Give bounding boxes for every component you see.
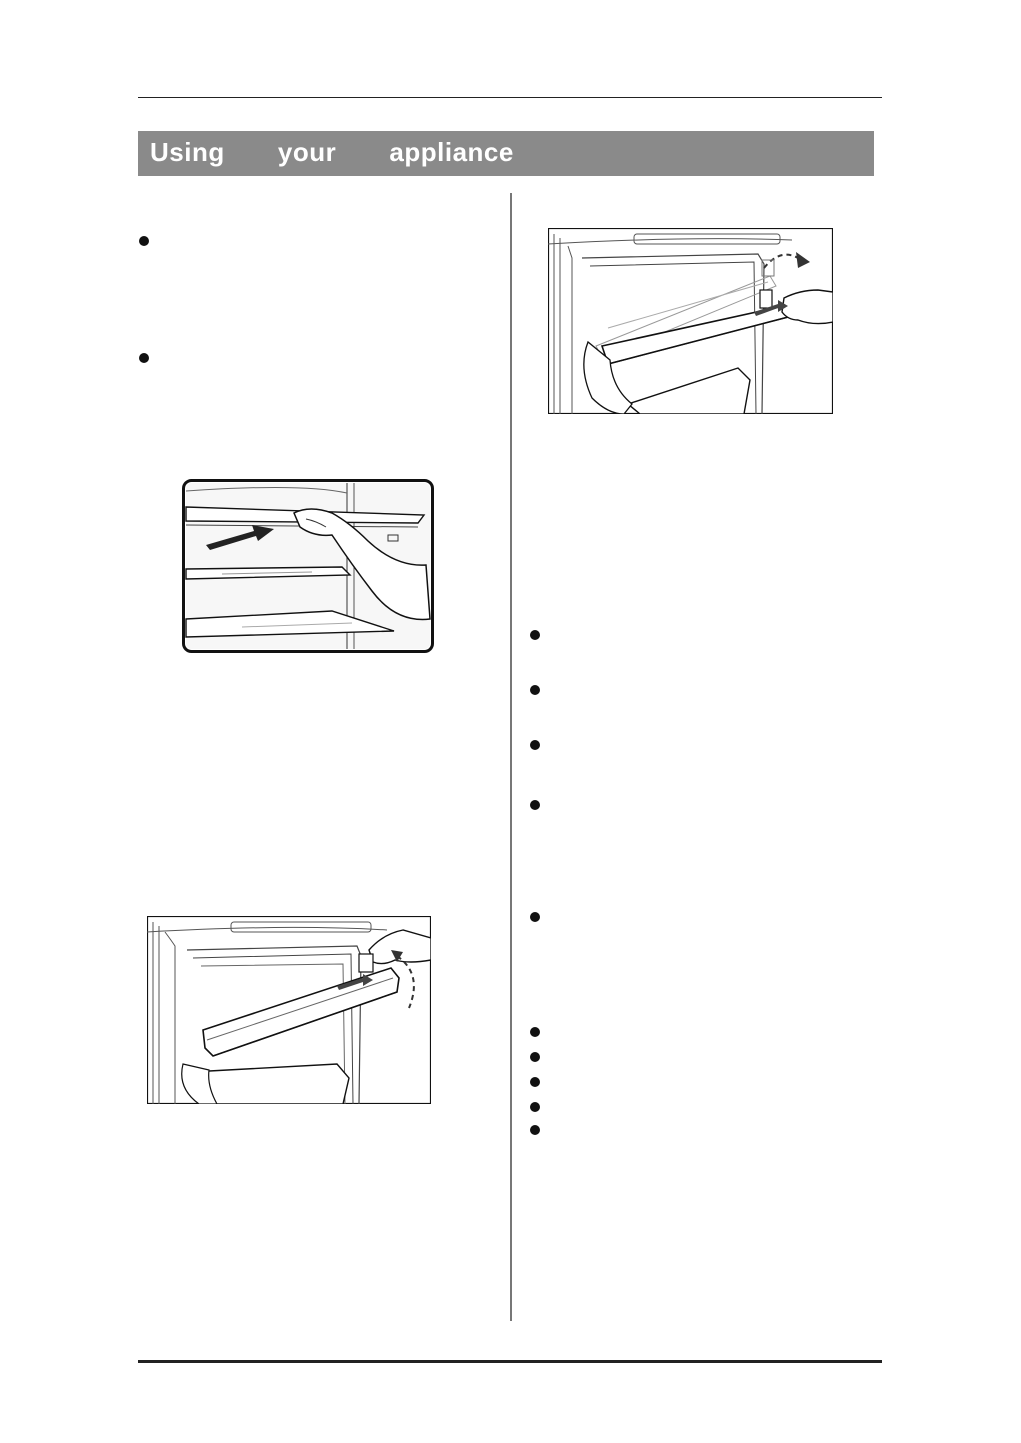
hands-tilting-door-bin-icon: [548, 228, 833, 414]
column-divider: [510, 193, 512, 1321]
footer-rule: [138, 1360, 882, 1363]
header-rule: [138, 97, 882, 98]
figure-door-bin-tilt: [548, 228, 833, 414]
bullet-point: [530, 1102, 540, 1112]
figure-shelf-insertion: [182, 479, 434, 653]
bullet-point: [530, 685, 540, 695]
bullet-point: [530, 1077, 540, 1087]
hand-lifting-door-bin-icon: [147, 916, 431, 1104]
bullet-point: [530, 740, 540, 750]
bullet-point: [530, 630, 540, 640]
section-header: [138, 131, 874, 176]
bullet-point: [530, 1052, 540, 1062]
bullet-point: [530, 1125, 540, 1135]
section-title: Using your appliance: [150, 137, 514, 167]
figure-door-bin-removal: [147, 916, 431, 1104]
bullet-point: [530, 912, 540, 922]
bullet-point: [530, 1027, 540, 1037]
bullet-point: [139, 236, 149, 246]
bullet-point: [139, 353, 149, 363]
bullet-point: [530, 800, 540, 810]
hand-pushing-glass-shelf-icon: [182, 479, 434, 653]
